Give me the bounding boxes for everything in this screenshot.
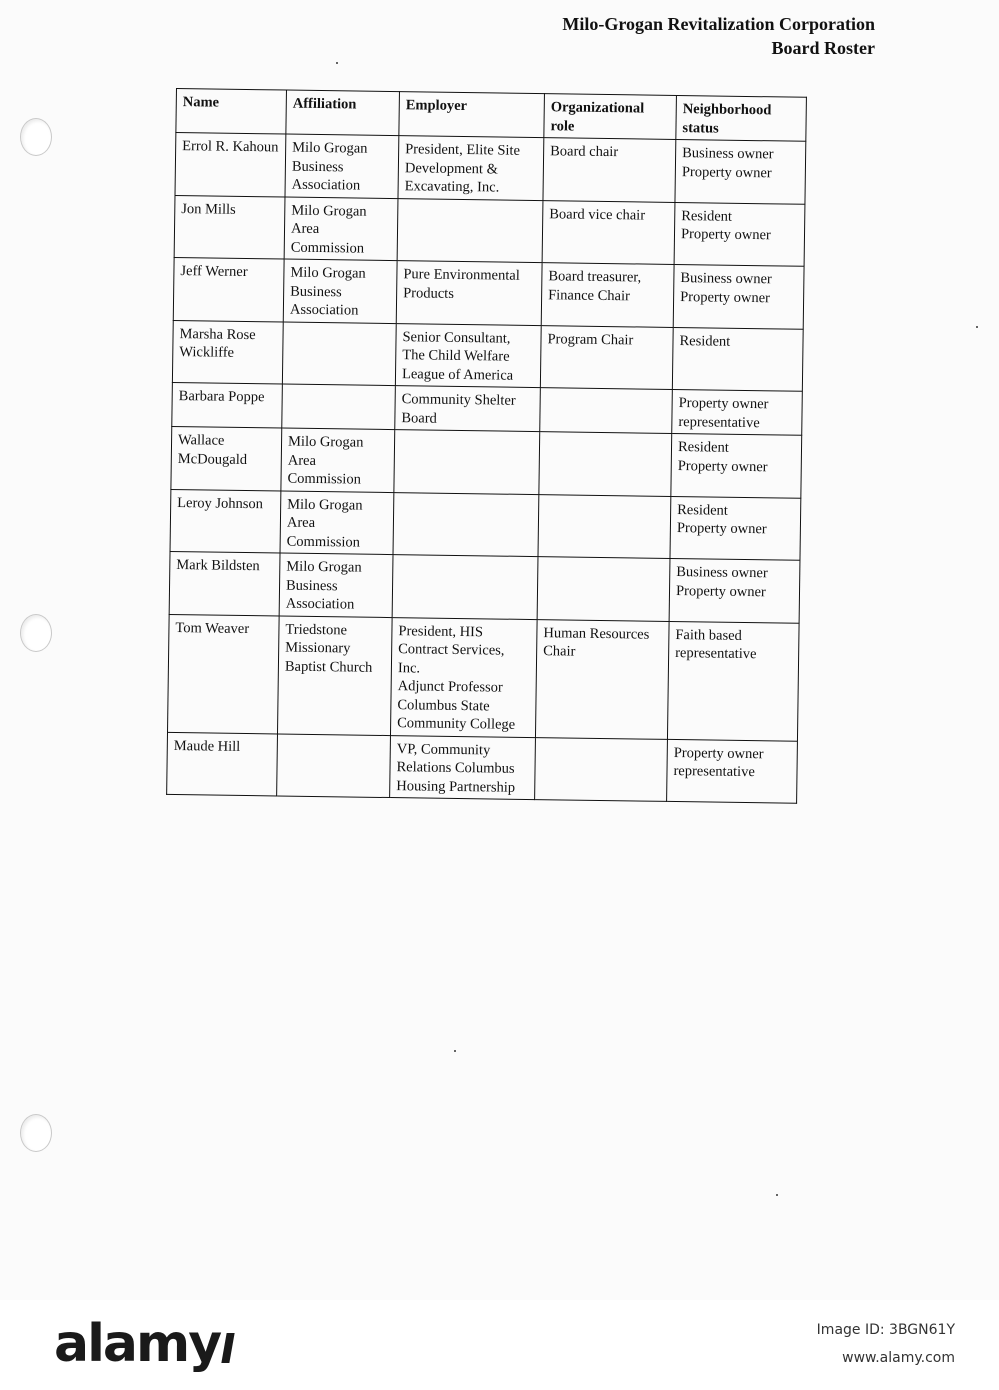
cell-status: Business owner Property owner <box>669 558 800 622</box>
column-header-name: Name <box>176 89 287 135</box>
cell-affiliation: Milo Grogan Business Association <box>279 553 393 617</box>
cell-role <box>540 388 673 434</box>
cell-status: Resident Property owner <box>671 433 802 497</box>
cell-employer <box>397 198 543 263</box>
cell-status: Resident Property owner <box>674 202 805 266</box>
cell-employer <box>393 492 539 557</box>
cell-employer: VP, Community Relations Columbus Housing Partnership <box>390 735 536 800</box>
cell-name: Errol R. Kahoun <box>175 133 286 197</box>
table-row <box>175 133 806 204</box>
board-roster-table-wrapper <box>166 88 806 804</box>
cell-employer: Pure Environmental Products <box>396 261 542 326</box>
cell-name: Maude Hill <box>167 732 278 796</box>
column-header-affiliation: Affiliation <box>286 90 400 136</box>
cell-status: Property owner representative <box>667 739 798 803</box>
cell-affiliation: Triedstone Missionary Baptist Church <box>277 615 392 735</box>
cell-name: Leroy Johnson <box>170 489 281 553</box>
table-row <box>173 257 804 328</box>
cell-name: Jeff Werner <box>173 257 284 321</box>
cell-employer <box>394 430 540 495</box>
cell-status: Business owner Property owner <box>675 139 806 203</box>
image-id-label: Image ID: 3BGN61Y <box>816 1322 955 1338</box>
cell-role: Board vice chair <box>542 200 675 264</box>
cell-employer: President, Elite Site Development & Excavating, Inc. <box>398 136 544 201</box>
table-row <box>167 732 798 803</box>
document-subtitle: Board Roster <box>771 38 875 58</box>
cell-status: Resident <box>672 327 803 391</box>
column-header-neighborhood-status: Neighborhood status <box>676 95 807 141</box>
table-row <box>168 614 800 741</box>
cell-affiliation <box>282 322 396 386</box>
column-header-organizational-role: Organizational role <box>544 94 677 140</box>
cell-name: Marsha Rose Wickliffe <box>172 320 283 384</box>
organization-title: Milo-Grogan Revitalization Corporation <box>562 14 875 34</box>
cell-status: Faith based representative <box>667 621 799 741</box>
document-header <box>562 12 875 60</box>
cell-status: Business owner Property owner <box>673 264 804 328</box>
cell-name: Barbara Poppe <box>172 382 283 428</box>
paper-speck <box>336 62 338 64</box>
cell-name: Tom Weaver <box>168 614 280 734</box>
table-row <box>169 551 800 622</box>
cell-employer <box>392 555 538 620</box>
cell-role: Board chair <box>543 138 676 202</box>
cell-affiliation <box>282 384 396 430</box>
cell-affiliation: Milo Grogan Area Commission <box>281 428 395 492</box>
cell-affiliation <box>277 733 391 797</box>
cell-employer: President, HIS Contract Services, Inc. Adjunct Professor Columbus State Community College <box>390 617 537 737</box>
cell-role: Program Chair <box>540 325 673 389</box>
cell-status: Resident Property owner <box>670 496 801 560</box>
board-roster-table <box>166 88 807 804</box>
punch-hole-middle <box>20 614 52 652</box>
cell-role <box>535 737 668 801</box>
cell-name: Mark Bildsten <box>169 551 280 615</box>
table-row <box>174 195 805 266</box>
cell-affiliation: Milo Grogan Area Commission <box>280 491 394 555</box>
cell-role: Board treasurer, Finance Chair <box>541 263 674 327</box>
alamy-logo <box>54 1314 232 1374</box>
cell-role: Human Resources Chair <box>535 619 669 739</box>
alamy-logo-text: alamy <box>54 1314 221 1374</box>
paper-speck <box>454 1050 456 1052</box>
alamy-logo-mark-icon <box>221 1333 234 1363</box>
cell-name: Wallace McDougald <box>171 426 282 490</box>
table-row <box>171 426 802 497</box>
alamy-url: www.alamy.com <box>842 1350 955 1366</box>
table-row <box>170 489 801 560</box>
cell-affiliation: Milo Grogan Business Association <box>285 134 399 198</box>
column-header-employer: Employer <box>399 92 545 138</box>
table-row <box>172 320 803 391</box>
punch-hole-top <box>20 118 52 156</box>
stock-footer-bar <box>0 1300 999 1390</box>
cell-name: Jon Mills <box>174 195 285 259</box>
cell-employer: Senior Consultant, The Child Welfare League of America <box>395 323 541 388</box>
cell-status: Property owner representative <box>672 389 803 435</box>
cell-role <box>538 494 671 558</box>
paper-speck <box>976 326 978 328</box>
cell-affiliation: Milo Grogan Area Commission <box>284 197 398 261</box>
cell-affiliation: Milo Grogan Business Association <box>283 259 397 323</box>
cell-role <box>539 432 672 496</box>
punch-hole-bottom <box>20 1114 52 1152</box>
cell-employer: Community Shelter Board <box>395 386 541 432</box>
cell-role <box>537 557 670 621</box>
paper-speck <box>776 1194 778 1196</box>
